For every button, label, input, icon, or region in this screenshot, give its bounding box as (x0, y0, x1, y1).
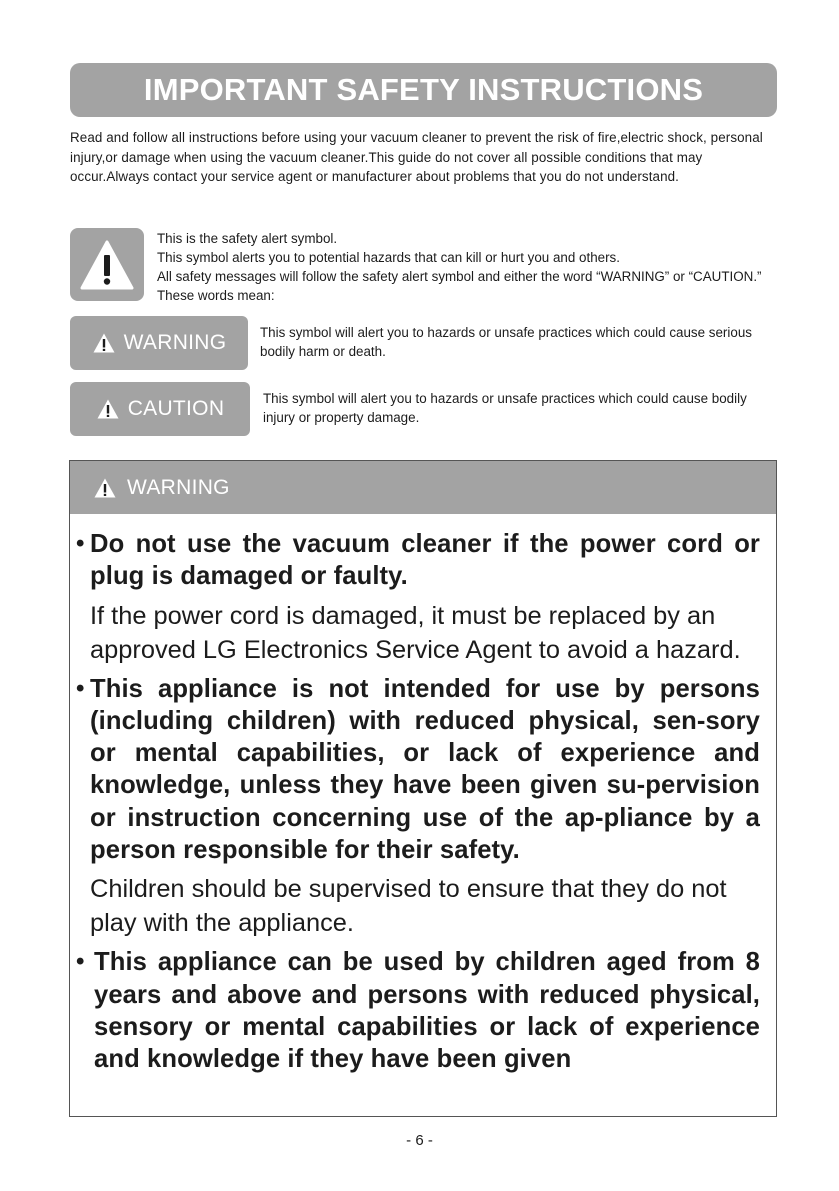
warning-label: WARNING (123, 331, 227, 354)
safety-alert-line: This symbol alerts you to potential hazards that can kill or hurt you and others. (157, 250, 620, 265)
caution-signal-box (70, 382, 250, 436)
safety-alert-symbol (70, 228, 144, 301)
safety-alert-line: All safety messages will follow the safety alert symbol and either the word “WARNING” or “CAUTION.” These words mean: (157, 269, 762, 303)
list-item (76, 528, 760, 667)
warning-triangle-icon (79, 239, 135, 291)
warning-triangle-icon (93, 477, 117, 499)
list-item (76, 946, 760, 1075)
intro-paragraph: Read and follow all instructions before using your vacuum cleaner to prevent the risk of fire,electric shock, personal injury,or damage when using the vacuum cleaner.This guide do not cover all possible conditions that may occur.Always contact your service agent or manufacturer about problems that you do not understand. (70, 130, 763, 184)
page-number: - 6 - (406, 1132, 433, 1149)
caution-label: CAUTION (127, 397, 225, 420)
warning-signal-box (70, 316, 248, 370)
warning-panel-header (70, 461, 776, 514)
safety-alert-line: This is the safety alert symbol. (157, 231, 338, 246)
warning-item-heading: This appliance can be used by children aged from 8 years and above and persons with reduced physical, sensory or mental capabilities or lack of experience and knowledge if they have been given (94, 948, 760, 1074)
warning-triangle-icon (96, 398, 120, 420)
bullet: • (76, 948, 85, 976)
bullet: • (76, 530, 85, 557)
warning-item-detail: If the power cord is damaged, it must be replaced by an approved LG Electronics Service Agent to avoid a hazard. (90, 601, 741, 664)
list-item (76, 673, 760, 941)
bullet: • (76, 674, 85, 702)
caution-description: This symbol will alert you to hazards or unsafe practices which could cause bodily injury or property damage. (263, 391, 747, 425)
warning-list (70, 514, 776, 1076)
warning-triangle-icon (92, 332, 116, 354)
warning-panel-title: WARNING (127, 475, 230, 499)
warning-item-heading: This appliance is not intended for use by persons (including children) with reduced physical, sen-sory or mental capabilities, or lack of experience and knowledge, unless they have been given su-pervision or instruction concerning use of the ap-pliance by a person responsible for their safety. (90, 674, 760, 865)
warning-description: This symbol will alert you to hazards or unsafe practices which could cause serious bodily harm or death. (260, 325, 752, 359)
safety-alert-description (157, 229, 779, 305)
page-title: IMPORTANT SAFETY INSTRUCTIONS (143, 72, 704, 107)
warning-item-detail: Children should be supervised to ensure that they do not play with the appliance. (90, 875, 727, 938)
title-banner (70, 63, 777, 117)
warning-panel (69, 460, 777, 1117)
warning-item-heading: Do not use the vacuum cleaner if the power cord or plug is damaged or faulty. (90, 530, 760, 591)
